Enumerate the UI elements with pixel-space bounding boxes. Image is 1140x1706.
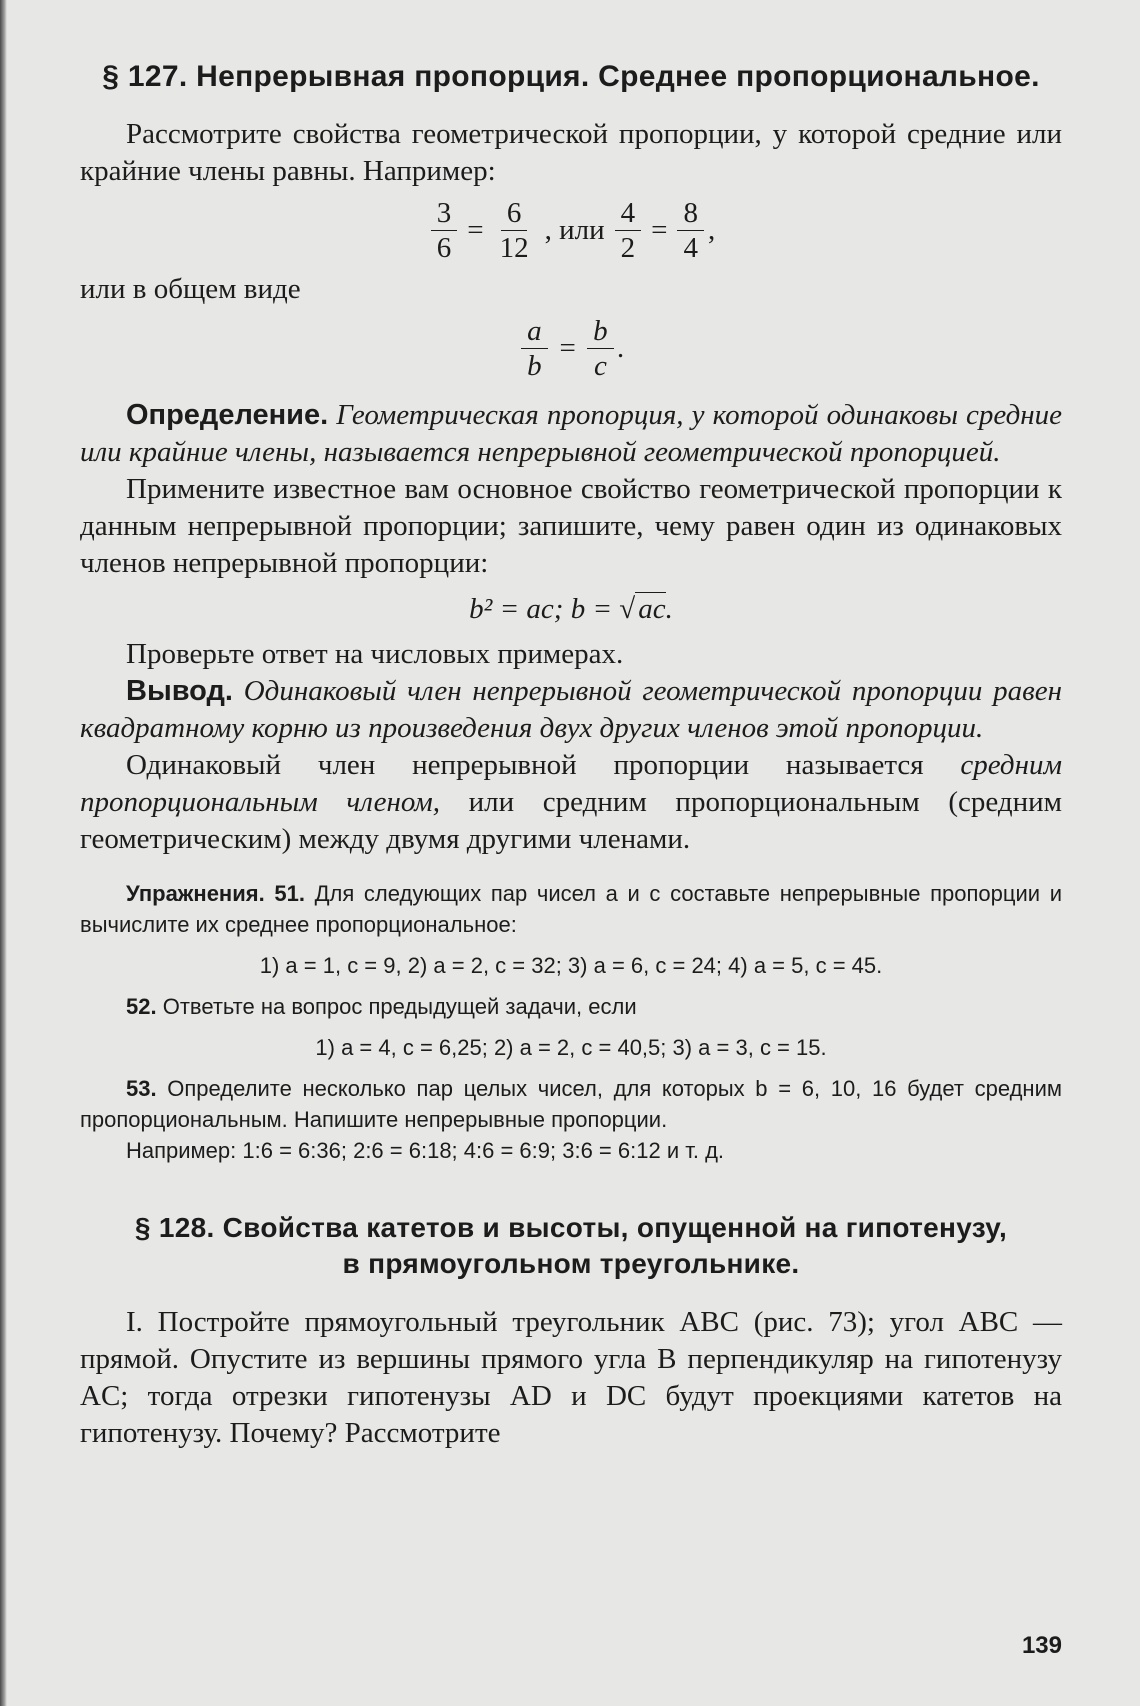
separator-text: , или (544, 214, 605, 246)
fraction: $\frac{a}{b}$ (521, 314, 548, 383)
equals-sign: = (557, 332, 578, 364)
exercise-51: Упражнения. 51. Для следующих пар чисел a и c составьте непрерывные пропорции и вычислите их среднее пропорциональное: (80, 881, 1062, 937)
exercises-block (80, 878, 1062, 1166)
book-page (80, 60, 1062, 1452)
check-paragraph: Проверьте ответ на числовых примерах. (126, 638, 624, 670)
definition-label: Определение. (126, 399, 329, 431)
exercise-52-conditions: 1) a = 4, c = 6,25; 2) a = 2, c = 40,5; 3) a = 3, c = 15. (315, 1035, 827, 1060)
sqrt-radicand: ac (635, 592, 665, 626)
apply-paragraph: Примените известное вам основное свойство геометрической пропорции к данным непрерывной пропорции; запишите, чему равен один из одинаковых членов непрерывной пропорции: (80, 473, 1062, 579)
definition-text: Геометрическая пропорция, у которой одинаковы средние или крайние члены, называется непрерывной геометрической пропорцией. (80, 399, 1063, 468)
section-128-paragraph: I. Постройте прямоугольный треугольник ABC (рис. 73); угол ABC — прямой. Опустите из вершины прямого угла B перпендикуляр на гипотенузу AC; тогда отрезки гипотенузы AD и DC будут проекциями катетов на гипотенузу. Почему? Рассмотрите (80, 1306, 1062, 1449)
equals-sign: = (467, 214, 484, 246)
fraction: $\frac{b}{c}$ (587, 314, 614, 383)
fraction: $\frac{4}{2}$ (615, 196, 642, 265)
example-proportions: $\frac{3}{6}$ = $\frac{6}{12}$ , или $\frac{4}{2}$ = $\frac{8}{4}$ , (80, 196, 1062, 265)
mean-term: средним пропорциональным членом, (80, 749, 1062, 818)
equals-sign: = (651, 214, 668, 246)
exercise-53: 53. Определите несколько пар целых чисел, для которых b = 6, 10, 16 будет средним пропорциональным. Напишите непрерывные пропорции. (80, 1076, 1062, 1132)
general-form-label: или в общем виде (80, 273, 301, 305)
mean-paragraph: Одинаковый член непрерывной пропорции называется средним пропорциональным членом, или средним пропорциональным (средним геометрическим) между двумя другими членами. (80, 749, 1062, 855)
conclusion-paragraph (80, 673, 1062, 747)
page-number: 139 (1021, 1632, 1062, 1659)
exercise-53-example: Например: 1:6 = 6:36; 2:6 = 6:18; 4:6 = 6:9; 3:6 = 6:12 и т. д. (126, 1138, 725, 1163)
general-proportion: $\frac{a}{b}$ = $\frac{b}{c}$ . (80, 314, 1062, 383)
conclusion-label: Вывод. (126, 675, 233, 707)
root-formula: b² = ac; b = √ ac . (469, 592, 673, 625)
exercise-51-conditions: 1) a = 1, c = 9, 2) a = 2, c = 32; 3) a = 6, c = 24; 4) a = 5, c = 45. (259, 953, 883, 978)
fraction: $\frac{6}{12}$ (499, 197, 529, 264)
page-edge-shadow (0, 0, 7, 1706)
definition-paragraph (80, 397, 1062, 471)
exercise-52: 52. Ответьте на вопрос предыдущей задачи, если (126, 994, 637, 1019)
fraction: $\frac{3}{6}$ (431, 196, 458, 265)
conclusion-text: Одинаковый член непрерывной геометрической пропорции равен квадратному корню из произведения двух других членов этой пропорции. (80, 675, 1062, 744)
section-127-title: § 127. Непрерывная пропорция. Среднее пропорциональное. (102, 60, 1040, 93)
intro-paragraph: Рассмотрите свойства геометрической пропорции, у которой средние или крайние члены равны. Например: (80, 118, 1062, 187)
fraction: $\frac{8}{4}$ (677, 196, 704, 265)
section-128-title: § 128. Свойства катетов и высоты, опущенной на гипотенузу, в прямоугольном треугольнике. (134, 1212, 1008, 1279)
